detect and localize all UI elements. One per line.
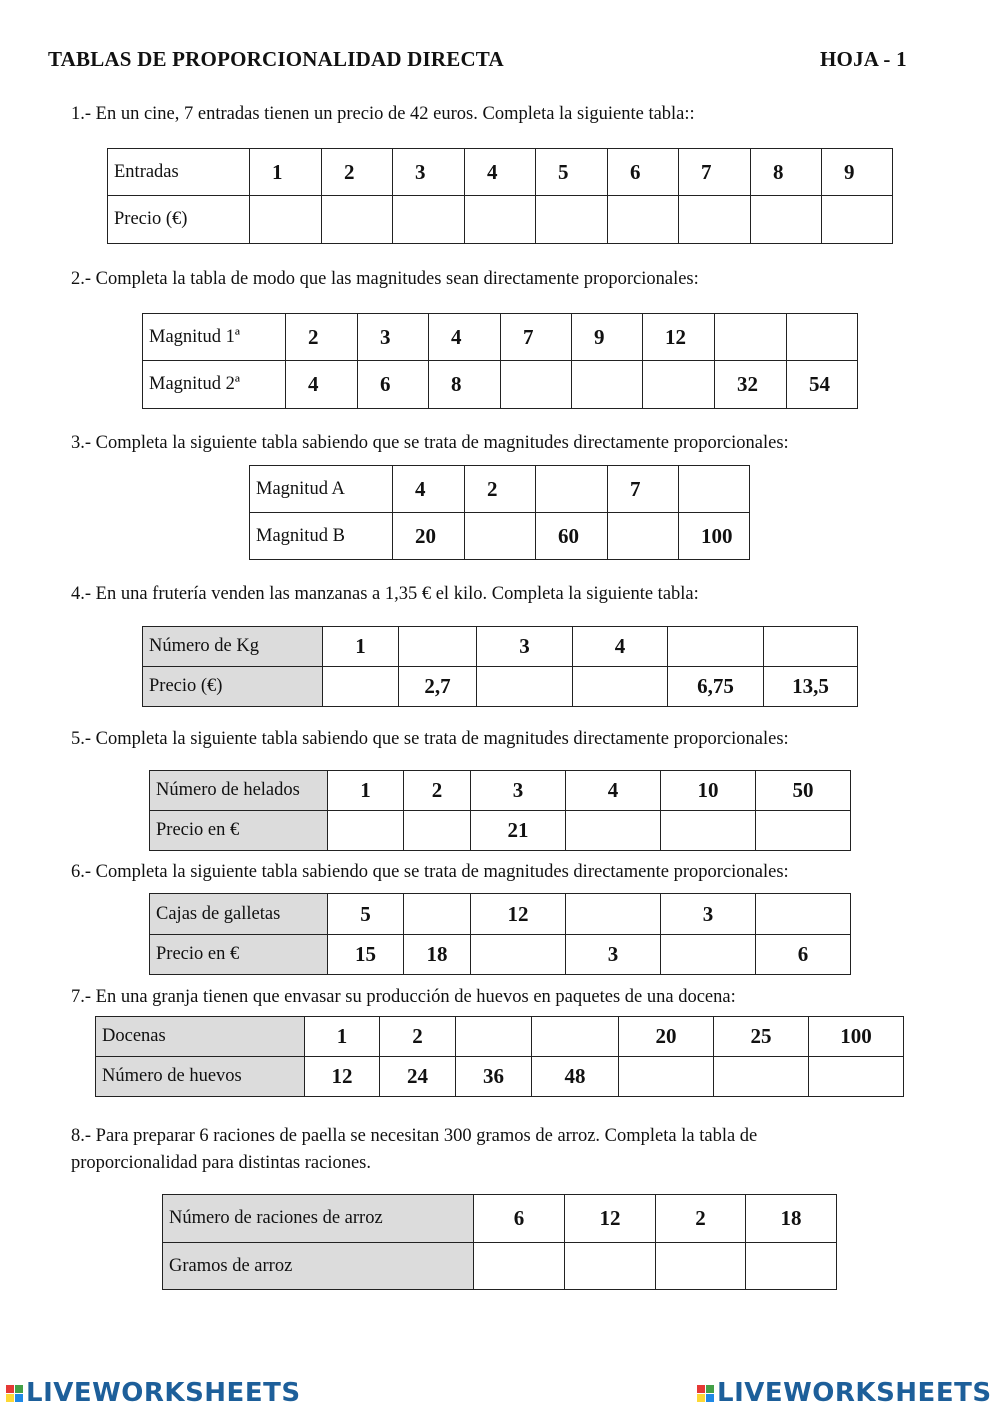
table-row [108,196,893,244]
table-cell[interactable] [250,196,322,244]
table-cell[interactable] [656,1243,746,1290]
row-label: Precio en € [150,935,328,975]
table-cell[interactable]: 7 [501,314,572,361]
table-cell[interactable] [573,667,668,707]
table-cell[interactable] [668,627,764,667]
row-label: Precio (€) [143,667,323,707]
table-cell[interactable]: 4 [286,361,358,409]
question-5-text: 5.- Completa la siguiente tabla sabiendo que se trata de magnitudes directamente proporcionales: [71,729,789,749]
table-cell[interactable]: 4 [573,627,668,667]
table-cell[interactable]: 3 [566,935,661,975]
table-cell[interactable]: 12 [305,1057,380,1097]
table-cell[interactable]: 25 [714,1017,809,1057]
table-cell[interactable]: 2 [380,1017,456,1057]
sheet-number: HOJA - 1 [820,47,907,71]
table-cell[interactable]: 9 [572,314,643,361]
table-cell[interactable]: 6,75 [668,667,764,707]
table-cell[interactable]: 20 [619,1017,714,1057]
table-cell[interactable]: 54 [787,361,858,409]
table-cell[interactable] [787,314,858,361]
footer-brand-right: LIVEWORKSHEETS [717,1378,992,1408]
row-label: Gramos de arroz [163,1243,474,1290]
table-question-7 [95,1016,904,1097]
table-question-5 [149,770,851,851]
table-cell[interactable]: 8 [751,149,822,196]
table-cell[interactable] [536,466,608,513]
table-cell[interactable]: 1 [305,1017,380,1057]
table-row [163,1243,837,1290]
table-cell[interactable]: 3 [358,314,429,361]
table-question-1 [107,148,893,244]
table-cell[interactable]: 4 [393,466,465,513]
table-row [143,314,858,361]
table-cell[interactable] [679,196,751,244]
table-cell[interactable] [465,196,536,244]
table-cell[interactable] [756,811,851,851]
question-8-text: 8.- Para preparar 6 raciones de paella se necesitan 300 gramos de arroz. Completa la tabla de proporcionalidad para distintas raciones. [71,1126,758,1173]
table-cell[interactable]: 3 [661,894,756,935]
table-cell[interactable] [566,811,661,851]
table-cell[interactable]: 50 [756,771,851,811]
table-cell[interactable] [643,361,715,409]
table-row [96,1017,904,1057]
table-row [96,1057,904,1097]
table-question-3 [249,465,750,560]
table-cell[interactable]: 2,7 [399,667,477,707]
table-row [150,894,851,935]
table-cell[interactable] [501,361,572,409]
table-cell[interactable]: 21 [471,811,566,851]
table-cell[interactable] [474,1243,565,1290]
page-title: TABLAS DE PROPORCIONALIDAD DIRECTA [48,47,504,71]
table-cell[interactable]: 3 [477,627,573,667]
table-cell[interactable] [572,361,643,409]
table-cell[interactable] [322,196,393,244]
table-cell[interactable] [471,935,566,975]
table-cell[interactable]: 60 [536,513,608,560]
table-question-2 [142,313,858,409]
table-cell[interactable]: 15 [328,935,404,975]
question-6-text: 6.- Completa la siguiente tabla sabiendo que se trata de magnitudes directamente proporcionales: [71,862,789,882]
question-3-text: 3.- Completa la siguiente tabla sabiendo que se trata de magnitudes directamente proporcionales: [71,433,789,453]
table-row [250,513,750,560]
table-row [143,627,858,667]
footer-logo-left [6,1378,301,1408]
table-cell[interactable]: 18 [746,1195,837,1243]
table-cell[interactable]: 32 [715,361,787,409]
table-cell[interactable] [465,513,536,560]
table-row [143,361,858,409]
table-cell[interactable]: 2 [286,314,358,361]
question-4-text: 4.- En una frutería venden las manzanas a 1,35 € el kilo. Completa la siguiente tabla: [71,584,699,604]
row-label: Magnitud A [250,466,393,513]
table-cell[interactable] [619,1057,714,1097]
row-label: Cajas de galletas [150,894,328,935]
footer-brand-left: LIVEWORKSHEETS [26,1378,301,1408]
table-cell[interactable]: 2 [656,1195,746,1243]
table-cell[interactable] [822,196,893,244]
table-cell[interactable]: 3 [471,771,566,811]
row-label: Entradas [108,149,250,196]
table-cell[interactable]: 48 [532,1057,619,1097]
table-cell[interactable]: 2 [322,149,393,196]
table-cell[interactable]: 36 [456,1057,532,1097]
table-cell[interactable]: 6 [756,935,851,975]
row-label: Magnitud B [250,513,393,560]
table-cell[interactable]: 100 [679,513,750,560]
row-label: Número de Kg [143,627,323,667]
table-cell[interactable] [404,894,471,935]
row-label: Precio (€) [108,196,250,244]
table-cell[interactable] [714,1057,809,1097]
table-cell[interactable] [536,196,608,244]
row-label: Magnitud 2ª [143,361,286,409]
table-cell[interactable] [399,627,477,667]
table-cell[interactable]: 6 [358,361,429,409]
question-2-text: 2.- Completa la tabla de modo que las magnitudes sean directamente proporcionales: [71,269,699,289]
table-question-4 [142,626,858,707]
footer-logo-right [697,1378,992,1408]
table-cell[interactable]: 5 [328,894,404,935]
table-row [163,1195,837,1243]
table-cell[interactable] [566,894,661,935]
table-question-6 [149,893,851,975]
table-cell[interactable] [328,811,404,851]
row-label: Número de raciones de arroz [163,1195,474,1243]
table-cell[interactable]: 8 [429,361,501,409]
table-cell[interactable] [565,1243,656,1290]
table-row [150,935,851,975]
liveworksheets-logo-icon [6,1385,23,1402]
question-1-text: 1.- En un cine, 7 entradas tienen un precio de 42 euros. Completa la siguiente tabla:: [71,104,695,124]
table-cell[interactable] [661,811,756,851]
liveworksheets-logo-icon [697,1385,714,1402]
table-cell[interactable]: 9 [822,149,893,196]
row-label: Precio en € [150,811,328,851]
table-cell[interactable] [532,1017,619,1057]
table-row [250,466,750,513]
table-cell[interactable]: 1 [323,627,399,667]
table-cell[interactable] [323,667,399,707]
row-label: Número de helados [150,771,328,811]
table-cell[interactable]: 7 [679,149,751,196]
table-cell[interactable] [456,1017,532,1057]
table-cell[interactable]: 6 [474,1195,565,1243]
table-cell[interactable] [393,196,465,244]
question-7-text: 7.- En una granja tienen que envasar su producción de huevos en paquetes de una docena: [71,987,736,1007]
table-row [143,667,858,707]
table-cell[interactable]: 4 [566,771,661,811]
table-cell[interactable]: 13,5 [764,667,858,707]
row-label: Docenas [96,1017,305,1057]
table-cell[interactable]: 4 [465,149,536,196]
table-cell[interactable]: 12 [565,1195,656,1243]
table-cell[interactable] [764,627,858,667]
table-cell[interactable]: 3 [393,149,465,196]
table-cell[interactable]: 1 [250,149,322,196]
table-cell[interactable]: 5 [536,149,608,196]
table-question-8 [162,1194,837,1290]
table-cell[interactable]: 10 [661,771,756,811]
table-cell[interactable] [751,196,822,244]
row-label: Magnitud 1ª [143,314,286,361]
table-cell[interactable]: 4 [429,314,501,361]
table-row [150,811,851,851]
table-cell[interactable] [679,466,750,513]
table-cell[interactable]: 20 [393,513,465,560]
table-cell[interactable]: 2 [465,466,536,513]
table-cell[interactable] [608,196,679,244]
table-cell[interactable]: 24 [380,1057,456,1097]
table-cell[interactable]: 12 [643,314,715,361]
table-cell[interactable] [404,811,471,851]
row-label: Número de huevos [96,1057,305,1097]
table-cell[interactable]: 6 [608,149,679,196]
table-cell[interactable] [746,1243,837,1290]
table-cell[interactable]: 7 [608,466,679,513]
table-cell[interactable] [661,935,756,975]
table-cell[interactable]: 100 [809,1017,904,1057]
table-cell[interactable] [477,667,573,707]
table-cell[interactable] [809,1057,904,1097]
table-row [108,149,893,196]
table-cell[interactable]: 2 [404,771,471,811]
table-cell[interactable]: 12 [471,894,566,935]
table-cell[interactable]: 1 [328,771,404,811]
table-cell[interactable] [608,513,679,560]
table-cell[interactable]: 18 [404,935,471,975]
table-cell[interactable] [756,894,851,935]
table-row [150,771,851,811]
table-cell[interactable] [715,314,787,361]
